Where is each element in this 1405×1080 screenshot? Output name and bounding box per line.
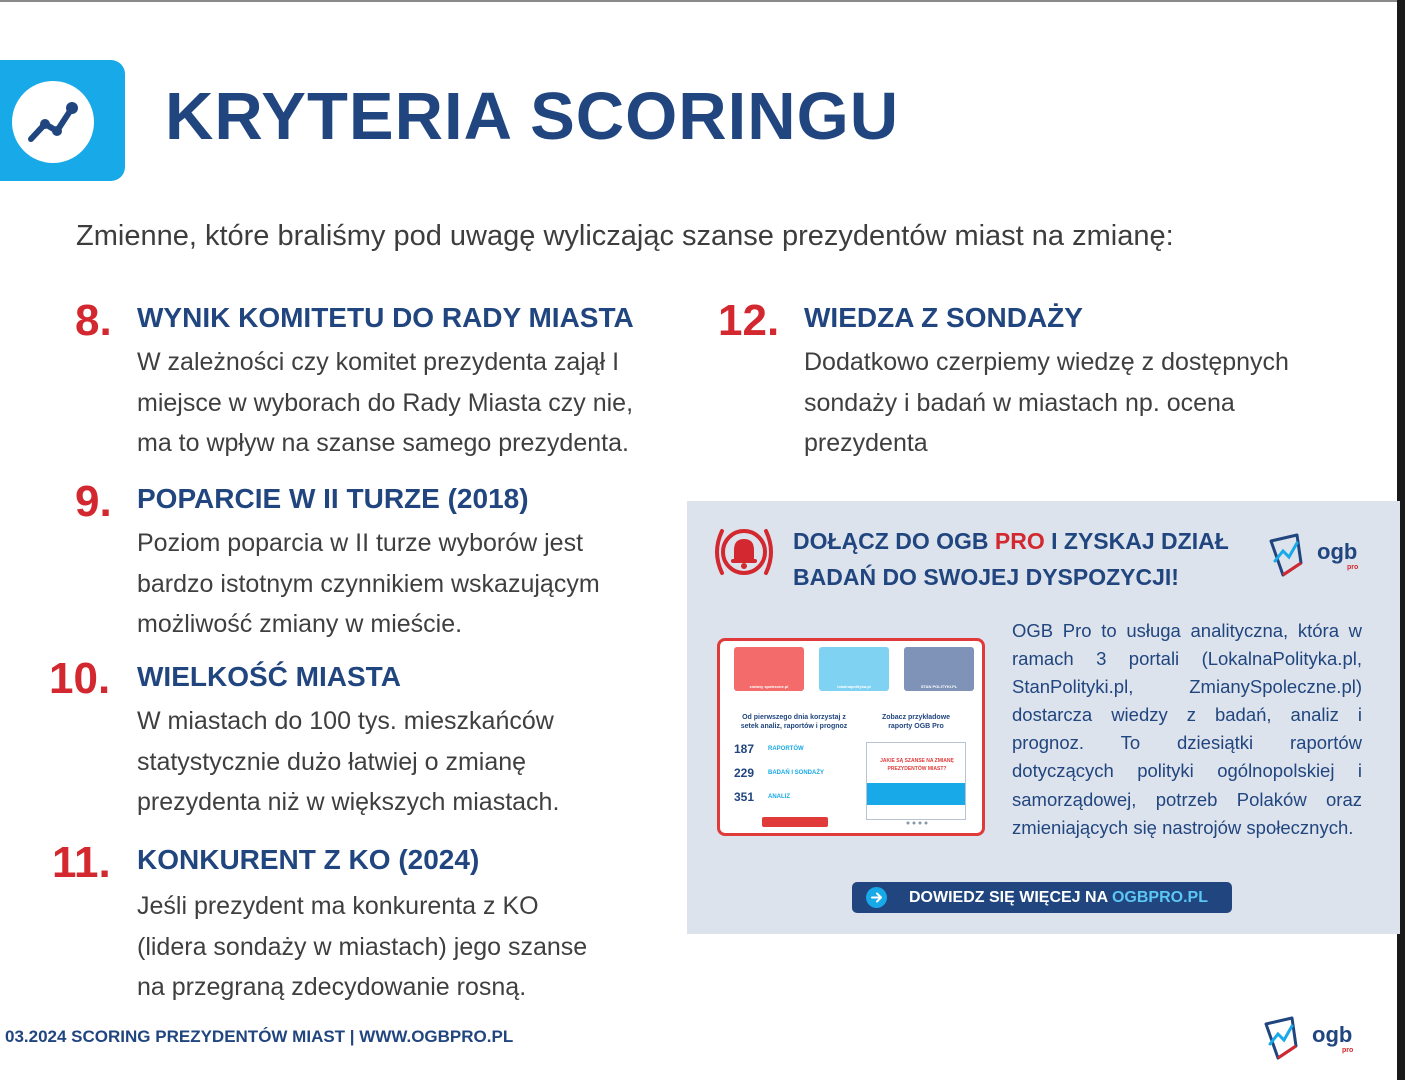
button-text: DOWIEDZ SIĘ WIĘCEJ NA [909,889,1112,906]
promo-title-line2: BADAŃ DO SWOJEJ DYSPOZYCJI! [793,564,1179,590]
body-line: Poziom poparcia w II turze wyborów jest [137,529,584,557]
stat-label: BADAŃ I SONDAŻY [768,770,825,776]
body-line: Dodatkowo czerpiemy wiedzę z dostępnych [804,348,1289,376]
body-line: (lidera sondaży w miastach) jego szanse [137,932,588,961]
criterion-heading: WYNIK KOMITETU DO RADY MIASTA [137,302,634,333]
promo-title [793,523,1229,595]
criterion-number: 11. [52,838,111,887]
criterion-number: 8. [75,296,112,345]
criterion-heading: KONKURENT Z KO (2024) [137,844,480,875]
report-preview [866,742,966,820]
body-line: statystycznie dużo łatwiej o zmianę [137,747,527,776]
criterion-number: 9. [75,477,112,526]
stat-label: RAPORTÓW [768,746,804,752]
body-line: ma to wpływ na szanse samego prezydenta. [137,429,629,457]
body-line: prezydenta [804,429,928,457]
portals-thumbnail [717,638,985,836]
promo-title-suffix: I ZYSKAJ DZIAŁ [1044,528,1229,554]
learn-more-button[interactable] [852,882,1232,913]
tile-label: zmiany społeczne.pl [749,684,789,689]
trend-line-icon [0,60,125,181]
ogb-footer-logo [1262,1012,1362,1062]
stat-value: 229 [734,766,755,780]
portal-tile [904,647,974,691]
ogb-pro-promo [687,501,1400,934]
thumb-right-caption: Zobacz przykładowe raporty OGB Pro [881,714,951,730]
portal-tile [734,647,804,691]
stat-label: ANALIZ [768,794,790,800]
carousel-dots [906,821,930,825]
promo-title-prefix: DOŁĄCZ DO OGB [793,528,995,554]
tile-label: lokalnapolityka.pl [837,684,871,689]
criterion-body [137,342,697,464]
report-title: JAKIE SĄ SZANSE NA ZMIANĘ PREZYDENTÓW MIAST? [880,758,954,772]
criterion-body [137,523,677,645]
body-line: bardzo istotnym czynnikiem wskazującym [137,569,600,598]
thumb-left-caption: Od pierwszego dnia korzystaj z setek analiz, raportów i prognoz [740,714,848,730]
body-line: W zależności czy komitet prezydenta zajął I [137,348,620,376]
thumb-cta-button [762,817,828,827]
logo-pro: pro [1347,564,1359,571]
top-rule [0,0,1400,2]
report-bar [867,783,965,805]
bell-icon [712,525,776,579]
stat-value: 351 [734,790,755,804]
logo-word: ogb [1312,1022,1353,1047]
criterion-number: 10. [49,654,111,703]
logo-pro: pro [1342,1047,1354,1054]
button-site: OGBPRO.PL [1111,889,1208,906]
criterion-body [804,342,1374,464]
criterion-body [137,701,677,823]
promo-description: OGB Pro to usługa analityczna, która w ramach 3 portali (LokalnaPolityka.pl, StanPolityki.pl, ZmianySpoleczne.pl) dostarcza wiedzy z badań, analiz i prognoz. To dziesiątki raportów dotyczących polityki ogólnopolskiej i samorządowej, potrzeb Polaków oraz zmieniających się nastrojów społecznych. [1012,620,1362,838]
page-title: KRYTERIA SCORINGU [165,79,900,154]
criterion-heading: WIEDZA Z SONDAŻY [804,302,1083,333]
header-badge [0,60,125,181]
body-line: W miastach do 100 tys. mieszkańców [137,707,554,735]
body-line: na przegraną zdecydowanie rosną. [137,973,527,1001]
tile-label: STAN POLITYKI.PL [920,684,958,689]
arrow-right-icon [866,887,887,908]
body-line: miejsce w wyborach do Rady Miasta czy nie, [137,388,634,417]
portal-tile [819,647,889,691]
criterion-heading: WIELKOŚĆ MIASTA [137,661,401,692]
stat-value: 187 [734,742,755,756]
body-line: sondaży i badań w miastach np. ocena [804,388,1235,417]
criterion-body [137,886,677,1008]
logo-word: ogb [1317,539,1358,564]
body-line: Jeśli prezydent ma konkurenta z KO [137,892,539,920]
footer-text: 03.2024 SCORING PREZYDENTÓW MIAST | WWW.OGBPRO.PL [5,1027,514,1046]
body-line: możliwość zmiany w mieście. [137,610,463,638]
ogb-logo [1267,529,1367,579]
intro-text: Zmienne, które braliśmy pod uwagę wyliczając szanse prezydentów miast na zmianę: [76,220,1174,252]
promo-title-pro: PRO [994,528,1045,554]
body-line: prezydenta niż w większych miastach. [137,788,560,816]
criterion-heading: POPARCIE W II TURZE (2018) [137,483,529,514]
criterion-number: 12. [718,296,780,345]
learn-more-label [909,889,1208,907]
